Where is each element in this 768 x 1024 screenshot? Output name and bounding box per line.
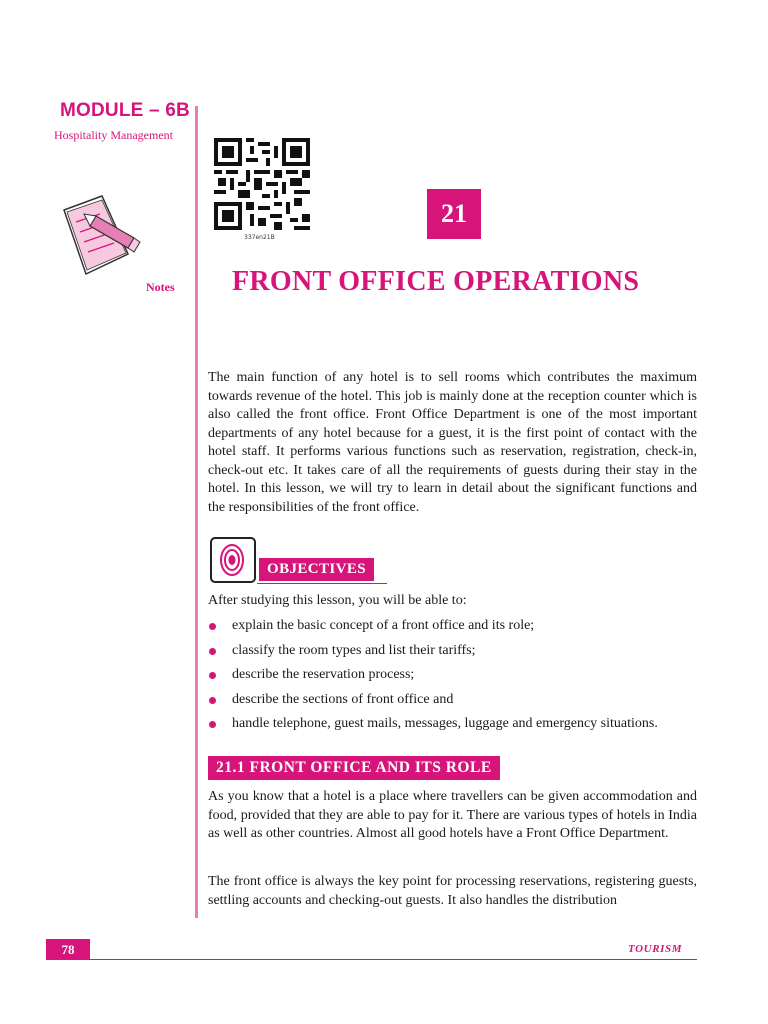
chapter-number: 21 [427,189,481,239]
objectives-lead: After studying this lesson, you will be able to: [208,593,467,608]
objectives-list [208,617,708,740]
bullet-icon [209,697,216,704]
list-item: describe the sections of front office and [208,691,708,716]
bullet-icon [209,672,216,679]
target-icon [210,537,256,588]
objectives-heading: OBJECTIVES [259,558,374,581]
module-title: MODULE – 6B [60,100,190,121]
chapter-title: FRONT OFFICE OPERATIONS [232,266,640,297]
intro-paragraph: The main function of any hotel is to sell rooms which contributes the maximum towards revenue of the hotel. This job is mainly done at the reception counter which is also called the front office. Front Office Department is one of the most important departments of any hotel because for a guest, it is the first point of contact with the hotel staff. It performs various functions such as reservation, registration, check-in, check-out etc. It takes care of all the requirements of guests during their stay in the hotel. In this lesson, we will try to learn in detail about the significant functions and the responsibilities of the front office. [208,370,697,515]
page-number: 78 [46,939,90,960]
bullet-icon [209,648,216,655]
margin-divider [195,106,198,918]
qr-code-icon [214,138,310,235]
bullet-icon [209,623,216,630]
list-item: handle telephone, guest mails, messages, luggage and emergency situations. [208,715,708,740]
section-heading: 21.1 FRONT OFFICE AND ITS ROLE [208,756,500,780]
section-paragraph-2: The front office is always the key point for processing reservations, registering guests, settling accounts and checking-out guests. It also handles the distribution [208,874,697,908]
list-item: describe the reservation process; [208,666,708,691]
list-item: explain the basic concept of a front office and its role; [208,617,708,642]
footer-rule [46,959,697,960]
bullet-icon [209,721,216,728]
list-item: classify the room types and list their tariffs; [208,642,708,667]
footer-label: TOURISM [628,943,683,955]
qr-code-label: 337en21B [244,234,275,241]
section-paragraph-1: As you know that a hotel is a place where travellers can be given accommodation and food, provided that they are able to pay for it. There are various types of hotels in India as well as other countries. Almost all good hotels have a Front Office Department. [208,789,697,841]
module-subtitle: Hospitality Management [54,128,173,142]
notes-label: Notes [146,280,175,294]
objectives-underline [257,583,387,584]
notes-pencil-icon [56,192,146,287]
